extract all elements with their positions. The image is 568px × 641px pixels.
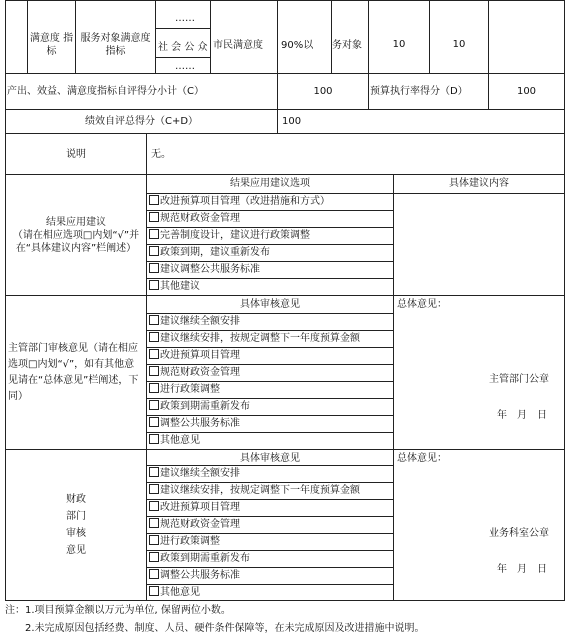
checkbox-icon[interactable] <box>149 535 159 545</box>
result-options-header: 结果应用建议选项 <box>230 178 310 189</box>
dots-bottom: …… <box>175 61 195 72</box>
dept-option[interactable]: 调整公共服务标准 <box>147 415 393 432</box>
finance-option[interactable]: 调整公共服务标准 <box>147 567 393 584</box>
total-score-label: 绩效自评总得分（C+D） <box>5 109 278 134</box>
checkbox-icon[interactable] <box>149 586 159 596</box>
dept-stamp: 主管部门公章 <box>489 374 549 385</box>
dept-option[interactable]: 规范财政资金管理 <box>147 364 393 381</box>
finance-option[interactable]: 进行政策调整 <box>147 533 393 550</box>
checkbox-icon[interactable] <box>149 400 159 410</box>
finance-date: 年 月 日 <box>497 564 547 575</box>
checkbox-icon[interactable] <box>149 434 159 444</box>
result-option[interactable]: 其他建议 <box>147 278 393 295</box>
note-2: 2.未完成原因包括经费、制度、人员、硬件条件保障等，在未完成原因及改进措施中说明。 <box>25 623 425 634</box>
weight-value: 10 <box>368 0 430 74</box>
public-text: 社 会 公 众 <box>158 42 208 53</box>
dept-option[interactable]: 政策到期需重新发布 <box>147 398 393 415</box>
budget-score-label: 预算执行率得分（D） <box>368 73 489 110</box>
checkbox-icon[interactable] <box>149 383 159 393</box>
dept-option[interactable]: 改进预算项目管理 <box>147 347 393 364</box>
budget-score-value: 100 <box>488 73 565 110</box>
description-value: 无。 <box>146 133 565 175</box>
checkbox-icon[interactable] <box>149 315 159 325</box>
finance-option[interactable]: 建议继续安排，按规定调整下一年度预算金额 <box>147 482 393 499</box>
result-option[interactable]: 改进预算项目管理（改进措施和方式） <box>147 193 393 210</box>
dept-option[interactable]: 进行政策调整 <box>147 381 393 398</box>
finance-option[interactable]: 规范财政资金管理 <box>147 516 393 533</box>
checkbox-icon[interactable] <box>149 195 159 205</box>
checkbox-icon[interactable] <box>149 569 159 579</box>
top-left-blank <box>5 0 28 74</box>
description-label: 说明 <box>5 133 147 175</box>
public-cell <box>155 0 211 74</box>
target-value: 90%以 <box>277 0 332 74</box>
dots-top: …… <box>175 13 195 24</box>
checkbox-icon[interactable] <box>149 484 159 494</box>
finance-option[interactable]: 政策到期需重新发布 <box>147 550 393 567</box>
checkbox-icon[interactable] <box>149 518 159 528</box>
finance-stamp: 业务科室公章 <box>489 528 549 539</box>
result-content-cell[interactable] <box>393 174 565 296</box>
score-value: 10 <box>429 0 489 74</box>
dept-date: 年 月 日 <box>497 410 547 421</box>
citizen-satisfaction: 市民满意度 <box>210 0 278 74</box>
total-score-value: 100 <box>277 109 565 134</box>
checkbox-icon[interactable] <box>149 263 159 273</box>
result-option[interactable]: 政策到期，建议重新发布 <box>147 244 393 261</box>
result-option[interactable]: 规范财政资金管理 <box>147 210 393 227</box>
finance-option[interactable]: 其他意见 <box>147 584 393 601</box>
finance-option[interactable]: 改进预算项目管理 <box>147 499 393 516</box>
checkbox-icon[interactable] <box>149 332 159 342</box>
checkbox-icon[interactable] <box>149 280 159 290</box>
dept-options-cell <box>146 295 394 450</box>
top-right-blank <box>488 0 565 74</box>
checkbox-icon[interactable] <box>149 212 159 222</box>
result-option[interactable]: 完善制度设计，建议进行政策调整 <box>147 227 393 244</box>
finance-options-cell <box>146 449 394 601</box>
checkbox-icon[interactable] <box>149 552 159 562</box>
result-options-cell <box>146 174 394 296</box>
checkbox-icon[interactable] <box>149 246 159 256</box>
finance-option[interactable]: 建议继续全额安排 <box>147 465 393 482</box>
checkbox-icon[interactable] <box>149 501 159 511</box>
result-application-label: 结果应用建议 （请在相应选项□内划“√”并在“具体建议内容”栏阐述） <box>5 174 147 296</box>
dept-overall-cell[interactable] <box>393 295 565 450</box>
dept-review-label: 主管部门审核意见（请在相应选项□内划“√”，如有其他意见请在“总体意见”栏阐述，下同） <box>5 295 147 450</box>
result-option[interactable]: 建议调整公共服务标准 <box>147 261 393 278</box>
checkbox-icon[interactable] <box>149 349 159 359</box>
dept-option[interactable]: 其他意见 <box>147 432 393 449</box>
dept-option[interactable]: 建议继续全额安排 <box>147 313 393 330</box>
dept-options-header: 具体审核意见 <box>240 299 300 310</box>
subtotal-label: 产出、效益、满意度指标自评得分小计（C） <box>5 73 278 110</box>
checkbox-icon[interactable] <box>149 467 159 477</box>
checkbox-icon[interactable] <box>149 229 159 239</box>
dept-option[interactable]: 建议继续安排，按规定调整下一年度预算金额 <box>147 330 393 347</box>
note-1: 注：1.项目预算金额以万元为单位, 保留两位小数。 <box>5 605 231 616</box>
finance-overall-label: 总体意见： <box>397 453 447 464</box>
checkbox-icon[interactable] <box>149 417 159 427</box>
dept-overall-label: 总体意见： <box>397 299 447 310</box>
service-satisfaction-label: 服务对象满意度 指标 <box>75 0 156 74</box>
finance-options-header: 具体审核意见 <box>240 453 300 464</box>
service-object: 务对象 <box>331 0 369 74</box>
satisfaction-indicator-label: 满意度 指标 <box>27 0 76 74</box>
finance-review-label: 财政 部门 审核 意见 <box>5 449 147 601</box>
checkbox-icon[interactable] <box>149 366 159 376</box>
subtotal-value: 100 <box>277 73 369 110</box>
finance-overall-cell[interactable] <box>393 449 565 601</box>
result-content-header: 具体建议内容 <box>449 178 509 189</box>
